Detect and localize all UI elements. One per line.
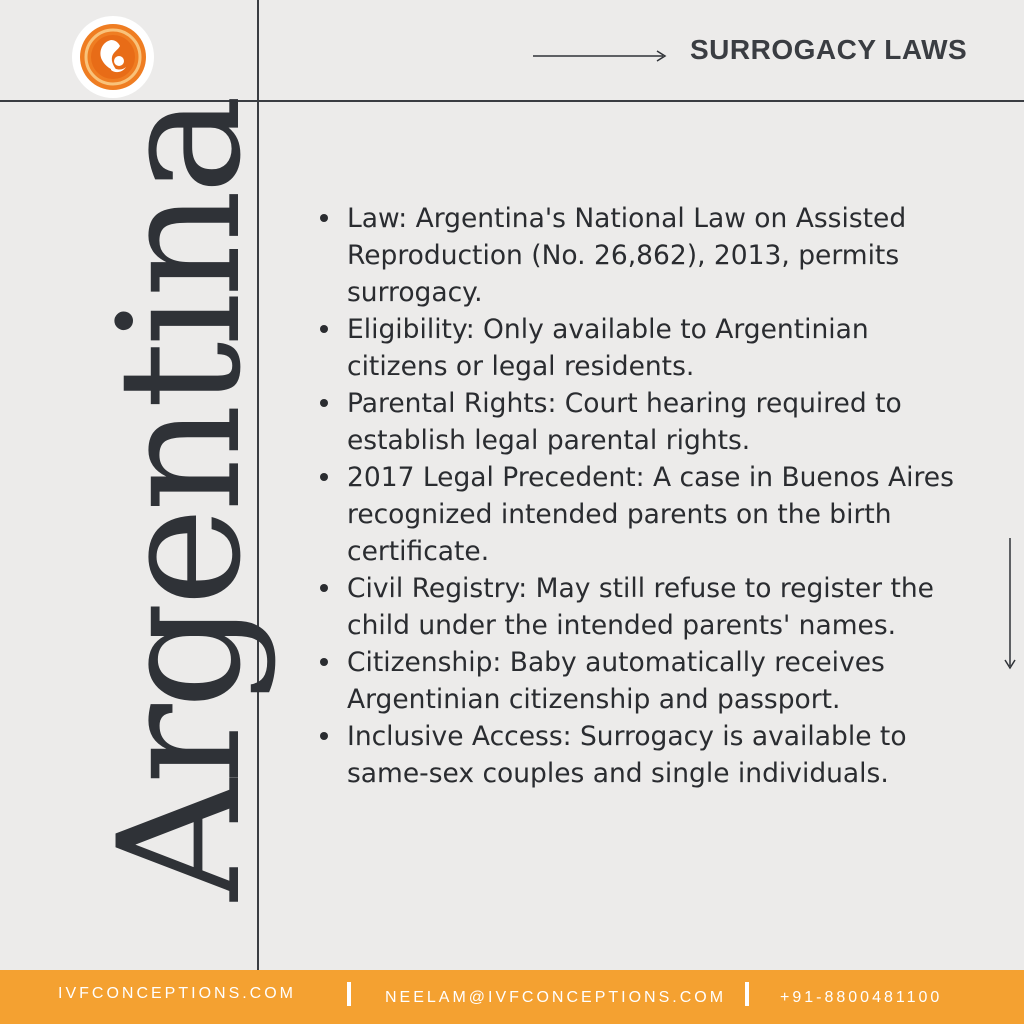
arrow-down-icon — [1003, 538, 1017, 670]
mother-child-logo-icon — [78, 22, 148, 92]
law-list — [318, 200, 968, 792]
brand-logo[interactable] — [72, 16, 154, 98]
page-title: SURROGACY LAWS — [690, 34, 968, 65]
law-item: Parental Rights: Court hearing required to establish legal parental rights. — [318, 385, 968, 459]
website-link[interactable]: IVFCONCEPTIONS.COM — [58, 985, 297, 1002]
law-item: Eligibility: Only available to Argentinian citizens or legal residents. — [318, 311, 968, 385]
law-item: Civil Registry: May still refuse to register the child under the intended parents' names. — [318, 570, 968, 644]
email-link[interactable]: NEELAM@IVFCONCEPTIONS.COM — [385, 989, 727, 1006]
footer-bar — [0, 970, 1024, 1024]
law-item: Law: Argentina's National Law on Assisted Reproduction (No. 26,862), 2013, permits surrogacy. — [318, 200, 968, 311]
law-item: Citizenship: Baby automatically receives Argentinian citizenship and passport. — [318, 644, 968, 718]
country-name: Argentina — [82, 99, 278, 901]
law-item: 2017 Legal Precedent: A case in Buenos Aires recognized intended parents on the birth certificate. — [318, 459, 968, 570]
footer-separator — [745, 982, 749, 1006]
law-item: Inclusive Access: Surrogacy is available to same-sex couples and single individuals. — [318, 718, 968, 792]
footer-separator — [347, 982, 351, 1006]
arrow-right-icon — [533, 49, 668, 63]
phone-link[interactable]: +91-8800481100 — [780, 989, 943, 1006]
